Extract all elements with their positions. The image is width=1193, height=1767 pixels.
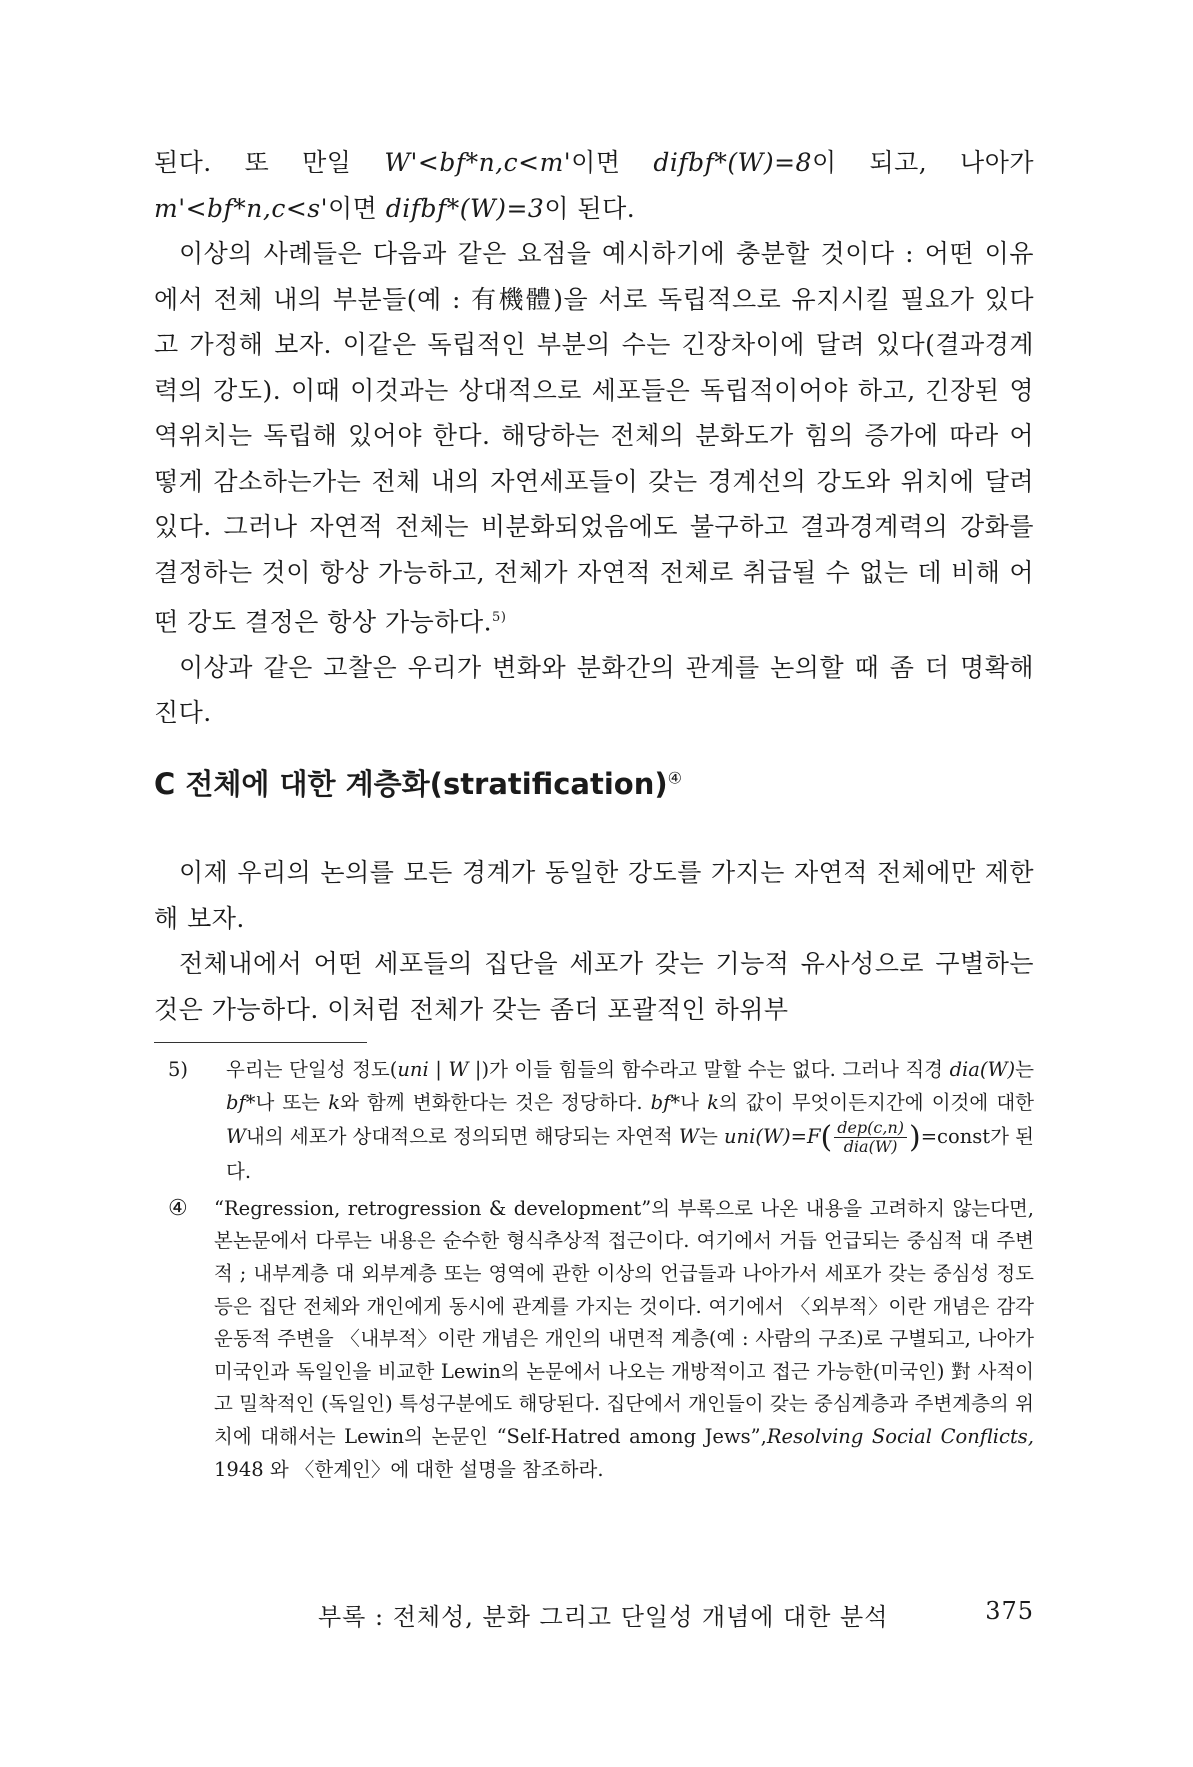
text-segment: 는	[698, 1125, 718, 1149]
math-expression: bf*	[650, 1090, 681, 1114]
paragraph-text: 이상의 사례들은 다음과 같은 요점을 예시하기에 충분할 것이다 : 어떤 이유에서 전체 내의 부분들(예 : 有機體)을 서로 독립적으로 유지시킬 필요가 있다고 가정해 보자. 이같은 독립적인 부분의 수는 긴장차이에 달려 있다(결과경계력의 강도). 이때 이것과는 상대적으로 세포들은 독립적이어야 하고, 긴장된 영역위치는 독립해 있어야 한다. 해당하는 전체의 분화도가 힘의 증가에 따라 어떻게 감소하는가는 전체 내의 자연세포들이 갖는 경계선의 강도와 위치에 달려 있다. 그러나 자연적 전체는 비분화되었음에도 불구하고 결과경계력의 강화를 결정하는 것이 항상 가능하고, 전체가 자연적 전체로 취급될 수 없는 데 비해 어떤 강도 결정은 항상 가능하다.	[154, 239, 1034, 637]
text-segment: )가 이들 힘들의 함수라고 말할 수는 없다. 그러나 직경	[481, 1058, 944, 1081]
running-footer: 부록 : 전체성, 분화 그리고 단일성 개념에 대한 분석	[318, 1603, 889, 1631]
citation-year: 1948	[214, 1457, 264, 1481]
formula-lhs: uni(W)=F	[724, 1125, 821, 1149]
page-number: 375	[985, 1597, 1034, 1625]
text-segment: 의 값이 무엇이든지간에 이것에 대한	[718, 1090, 1035, 1114]
fraction-denominator: dia(W)	[843, 1137, 898, 1157]
page-footer	[318, 1597, 1034, 1632]
math-expression: bf*	[226, 1090, 256, 1114]
math-expression: W'<bf*n,c<m'	[384, 148, 572, 177]
section-title-text: C 전체에 대한 계층화(stratification)	[154, 767, 668, 801]
text-segment: 우리는 단일성 정도(	[226, 1058, 398, 1081]
math-expression: k	[707, 1090, 719, 1114]
text-segment: 이 되고, 나아가	[811, 148, 1035, 177]
footnote-divider	[154, 1042, 367, 1043]
citation-title: Resolving Social Conflicts,	[766, 1424, 1034, 1448]
footnote-4	[168, 1193, 1034, 1486]
opening-line-1	[154, 140, 1034, 231]
right-paren: )	[909, 1119, 921, 1155]
text-segment: 나	[680, 1090, 699, 1114]
text-segment: 내의 세포가 상대적으로 정의되면 해당되는 자연적	[246, 1125, 673, 1149]
footnote-reference[interactable]: ④	[667, 768, 682, 788]
math-expression: difbf*(W)=3	[385, 193, 545, 223]
left-paren: (	[820, 1119, 833, 1155]
text-segment: 된다. 또 만일	[154, 148, 352, 177]
footnote-mark: ④	[168, 1195, 188, 1221]
fraction-numerator: dep(c,n)	[834, 1119, 907, 1138]
text-segment: 이 된다.	[544, 193, 636, 223]
section-body	[154, 850, 1034, 1032]
footnote-reference[interactable]: 5)	[492, 610, 507, 625]
text-segment: “Regression, retrogression & development”의 부록으로 나온 내용을 고려하지 않는다면, 본논문에서 다루는 내용은 순수한 형식추상적 접근이다. 여기에서 거듭 언급되는 중심적 대 주변적 ; 내부계층 대 외부계층 또는 영역에 관한 이상의 언급들과 나아가서 세포가 갖는 중심성 정도 등은 집단 전체와 개인에게 동시에 관계를 가지는 것이다. 여기에서 〈외부적〉이란 개념은 감각운동적 주변을 〈내부적〉이란 개념은 개인의 내면적 계층(예 : 사람의 구조)로 구별되고, 나아가 미국인과 독일인을 비교한 Lewin의 논문에서 나오는 개방적이고 접근 가능한(미국인) 對 사적이고 밀착적인 (독일인) 특성구분에도 해당된다. 집단에서 개인들이 갖는 중심계층과 주변계층의 위치에 대해서는 Lewin의 논문인 “Self-Hatred among Jews”,	[214, 1196, 1034, 1448]
section-heading	[154, 762, 682, 803]
body-paragraph	[154, 231, 1034, 645]
math-expression: uni | W |	[397, 1058, 482, 1081]
math-expression: k	[328, 1090, 341, 1114]
footnote-5	[168, 1054, 1034, 1189]
text-segment: 가 된다.	[226, 1125, 1035, 1184]
text-segment: 이면	[571, 148, 621, 177]
formula	[724, 1119, 990, 1156]
opening-text	[154, 140, 1034, 736]
math-expression: W	[226, 1125, 247, 1149]
footnotes	[168, 1054, 1034, 1486]
text-segment: 나 또는	[255, 1090, 321, 1114]
body-paragraph: 이제 우리의 논의를 모든 경계가 동일한 강도를 가지는 자연적 전체에만 제한해 보자.	[154, 858, 1034, 933]
footnote-text	[226, 1054, 1034, 1189]
body-paragraph: 이상과 같은 고찰은 우리가 변화와 분화간의 관계를 논의할 때 좀 더 명확해 진다.	[154, 652, 1034, 728]
footnote-text	[214, 1193, 1034, 1486]
math-expression: m'<bf*n,c<s'	[154, 193, 328, 223]
math-expression: difbf*(W)=8	[653, 148, 812, 177]
formula-rhs: =const	[920, 1125, 991, 1149]
text-segment: 는	[1015, 1058, 1035, 1081]
footnote-mark: 5)	[168, 1058, 189, 1081]
text-segment: 와 〈한계인〉에 대한 설명을 참조하라.	[269, 1457, 604, 1481]
math-expression: dia(W)	[949, 1058, 1016, 1081]
fraction	[834, 1119, 907, 1156]
text-segment: 와 함께 변화한다는 것은 정당하다.	[340, 1090, 643, 1114]
math-expression: W	[678, 1125, 699, 1149]
body-paragraph: 전체내에서 어떤 세포들의 집단을 세포가 갖는 기능적 유사성으로 구별하는 것은 가능하다. 이처럼 전체가 갖는 좀더 포괄적인 하위부	[154, 949, 1034, 1024]
text-segment: 이면	[327, 193, 378, 223]
